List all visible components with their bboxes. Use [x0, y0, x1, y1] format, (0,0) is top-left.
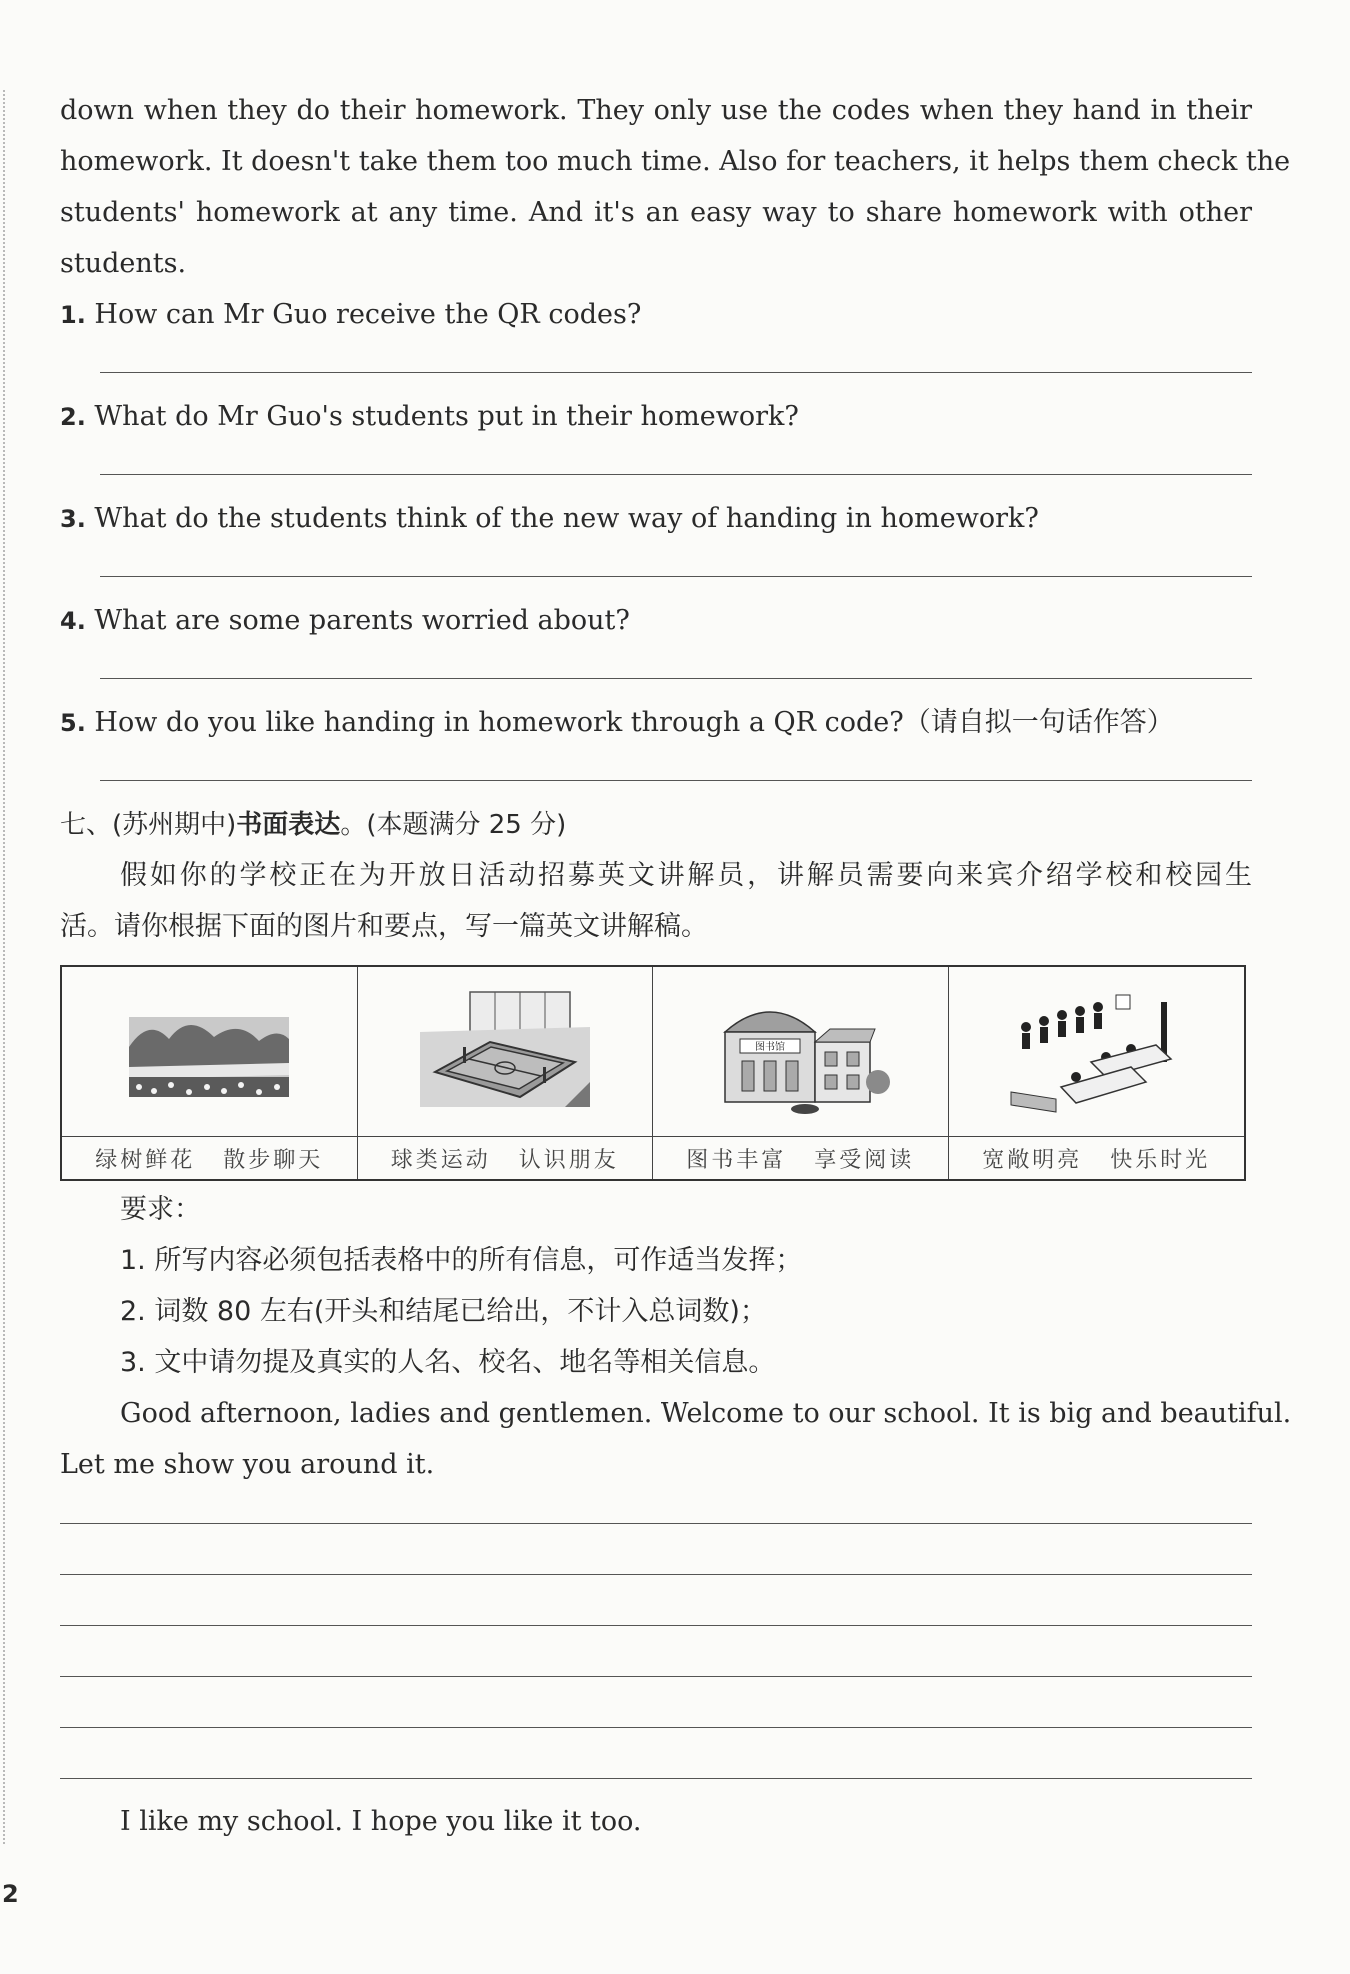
question-text: How do you like handing in homework through a QR code?（请自拟一句话作答） [94, 707, 1174, 738]
question-4 [60, 600, 1252, 651]
binding-dotted-edge [3, 90, 5, 1844]
question-2 [60, 396, 1252, 447]
table-caption [62, 1136, 357, 1179]
requirements-label: 要求： [120, 1194, 201, 1225]
caption-part: 散步聊天 [223, 1147, 324, 1173]
requirement-item: 3. 文中请勿提及真实的人名、校名、地名等相关信息。 [120, 1347, 776, 1378]
question-number: 4. [60, 607, 86, 635]
instruction-line: 活。请你根据下面的图片和要点，写一篇英文讲解稿。 [60, 911, 708, 942]
table-caption [358, 1136, 653, 1179]
caption-part: 快乐时光 [1110, 1147, 1211, 1173]
worksheet-page [60, 90, 1292, 1852]
question-3 [60, 498, 1252, 549]
requirement-item: 2. 词数 80 左右(开头和结尾已给出，不计入总词数)； [120, 1296, 767, 1327]
passage-line: down when they do their homework. They only use the codes when they hand in their [60, 95, 1252, 126]
park-scene-icon [119, 997, 299, 1107]
answer-line-3[interactable] [60, 549, 1252, 600]
question-list [60, 294, 1252, 804]
passage-line: students' homework at any time. And it's an easy way to share homework with other [60, 197, 1252, 228]
answer-line-5[interactable] [60, 753, 1252, 804]
caption-part: 球类运动 [390, 1147, 491, 1173]
writing-line[interactable] [60, 1648, 1252, 1699]
table-cell-library [653, 967, 949, 1179]
writing-line[interactable] [60, 1546, 1252, 1597]
answer-line-2[interactable] [60, 447, 1252, 498]
caption-part: 认识朋友 [518, 1147, 619, 1173]
instruction-line: 假如你的学校正在为开放日活动招募英文讲解员，讲解员需要向来宾介绍学校和校园生 [120, 860, 1252, 891]
sports-court-icon [415, 987, 595, 1117]
answer-line-1[interactable] [60, 345, 1252, 396]
question-text: What do Mr Guo's students put in their homework? [94, 401, 799, 432]
reading-passage [60, 90, 1291, 294]
caption-part: 宽敞明亮 [982, 1147, 1083, 1173]
question-text: How can Mr Guo receive the QR codes? [94, 299, 642, 330]
question-text: What are some parents worried about? [94, 605, 630, 636]
caption-part: 图书丰富 [686, 1147, 787, 1173]
picture-table [60, 965, 1246, 1181]
question-number: 1. [60, 301, 86, 329]
writing-line[interactable] [60, 1495, 1252, 1546]
section-7-heading [60, 804, 1252, 855]
writing-line[interactable] [60, 1597, 1252, 1648]
classroom-scene-icon [1006, 987, 1186, 1117]
passage-line: homework. It doesn't take them too much time. Also for teachers, it helps them check the [60, 146, 1291, 177]
question-number: 2. [60, 403, 86, 431]
table-caption [949, 1136, 1245, 1179]
library-sign: 图书馆 [755, 1041, 786, 1053]
section-title: 书面表达 [236, 810, 341, 840]
table-cell-classroom [949, 967, 1245, 1179]
answer-line-4[interactable] [60, 651, 1252, 702]
writing-area[interactable] [60, 1495, 1252, 1801]
passage-line: students. [60, 248, 187, 279]
writing-line[interactable] [60, 1699, 1252, 1750]
caption-part: 绿树鲜花 [95, 1147, 196, 1173]
question-number: 3. [60, 505, 86, 533]
table-cell-campus-green [62, 967, 358, 1179]
essay-opening: Good afternoon, ladies and gentlemen. Welcome to our school. It is big and beautiful. [120, 1398, 1292, 1429]
essay-closing: I like my school. I hope you like it too. [120, 1806, 642, 1837]
caption-part: 享受阅读 [814, 1147, 915, 1173]
question-1 [60, 294, 1252, 345]
question-text: What do the students think of the new way of handing in homework? [94, 503, 1039, 534]
table-caption [653, 1136, 948, 1179]
table-cell-sports [358, 967, 654, 1179]
section-prefix: 七、(苏州期中) [60, 810, 237, 840]
requirement-item: 1. 所写内容必须包括表格中的所有信息，可作适当发挥； [120, 1245, 803, 1276]
page-number: 2 [2, 1880, 19, 1908]
library-building-icon [710, 987, 890, 1117]
question-5 [60, 702, 1252, 753]
writing-line[interactable] [60, 1750, 1252, 1801]
section-score: 。(本题满分 25 分) [340, 810, 567, 840]
essay-opening: Let me show you around it. [60, 1449, 435, 1480]
question-number: 5. [60, 709, 86, 737]
